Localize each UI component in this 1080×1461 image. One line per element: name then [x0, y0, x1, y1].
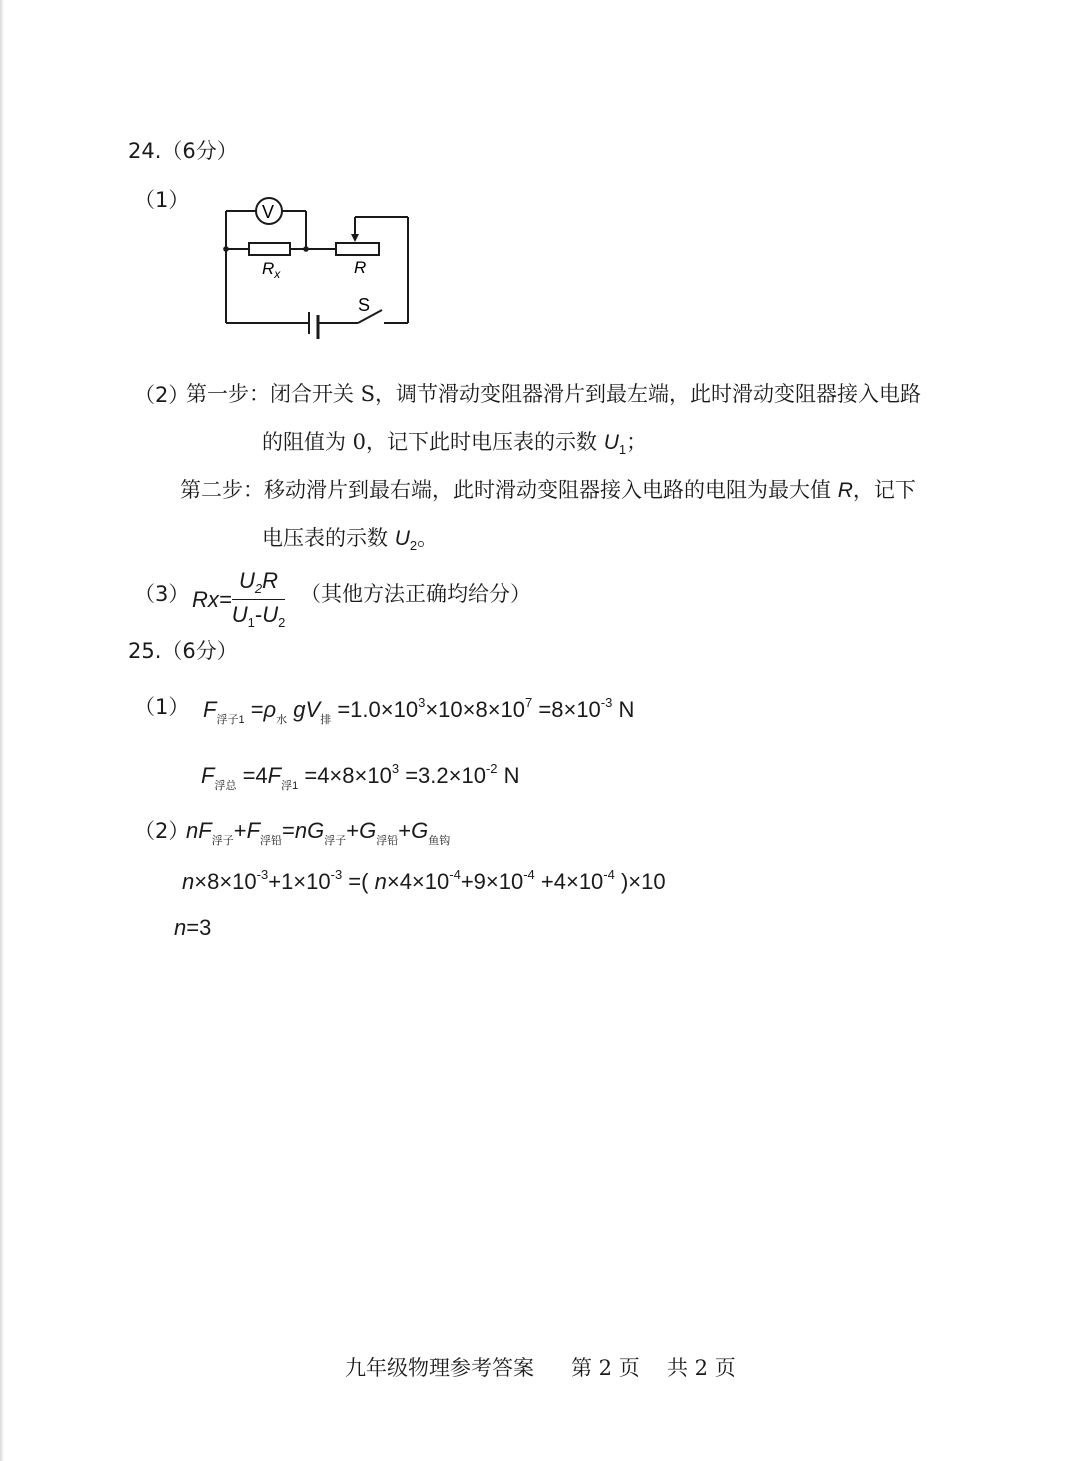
footer-total-pages: 共 2 页: [667, 1356, 736, 1380]
q25-eq-buoyancy-single: $F_{浮子1} =\rho_水$ $gV_排 =1.0\times 10^3\times 10\times 8\times 10^7 =8\times 10^{-3}$ N: [203, 695, 635, 726]
q24-step2-line2: 电压表的示数 $U_2$。: [262, 526, 439, 553]
rheostat-r: [336, 243, 379, 255]
junction-left: [223, 246, 229, 252]
voltmeter-label: V: [262, 202, 275, 222]
fraction: $\frac{U_2R}{U_1-U_2}$: [231, 568, 286, 630]
q25-heading: 25.（6分）: [128, 639, 238, 663]
q24-step1-line2: 的阻值为 0，记下此时电压表的示数 $U_1$；: [262, 430, 648, 457]
footer-title: 九年级物理参考答案: [345, 1356, 534, 1380]
q25-part2-label: （2）: [134, 819, 190, 843]
q25-part1-label: （1）: [134, 695, 190, 719]
q25-answer: n=3: [174, 915, 212, 940]
rx-label: $R_x$: [262, 259, 281, 281]
q24-part3-formula: Rx= $\frac{U_2R}{U_1-U_2}$: [192, 568, 286, 630]
switch-label: S: [358, 295, 371, 315]
q25-eq-substituted: $n\times 8\times 10^{-3}+1\times 10^{-3}$ =( $n\times 4\times 10^{-4}+9\times 10^{-4} +4\times 10^{-4}$ )×10: [182, 867, 666, 894]
circuit-diagram: [0, 0, 1080, 360]
slider-arrow-icon: [351, 234, 359, 242]
q24-step1-line1: 第一步：闭合开关 S，调节滑动变阻器滑片到最左端，此时滑动变阻器接入电路: [186, 382, 922, 406]
r-label: R: [354, 258, 367, 277]
q24-part3-note: （其他方法正确均给分）: [300, 582, 531, 606]
q25-eq-balance: $nF_{浮子}+F_{浮铅}=nG_{浮子}+G_{浮铅}+G_{鱼钩}$: [186, 818, 451, 847]
q25-eq-buoyancy-total: $F_{浮总} =4F_{浮1} =4\times 8\times 10^3 =3.2\times 10^{-2}$ N: [201, 761, 520, 792]
q24-part1-label: （1）: [134, 188, 190, 212]
q24-part3-label: （3）: [134, 582, 190, 606]
junction-right: [303, 246, 309, 252]
q24-step2-line1: 第二步：移动滑片到最右端，此时滑动变阻器接入电路的电阻为最大值 R，记下: [180, 478, 916, 502]
footer-page-number: 第 2 页: [571, 1356, 640, 1380]
resistor-rx: [249, 243, 290, 255]
q24-part2-label: （2）: [134, 383, 190, 407]
q24-heading: 24.（6分）: [128, 139, 238, 163]
